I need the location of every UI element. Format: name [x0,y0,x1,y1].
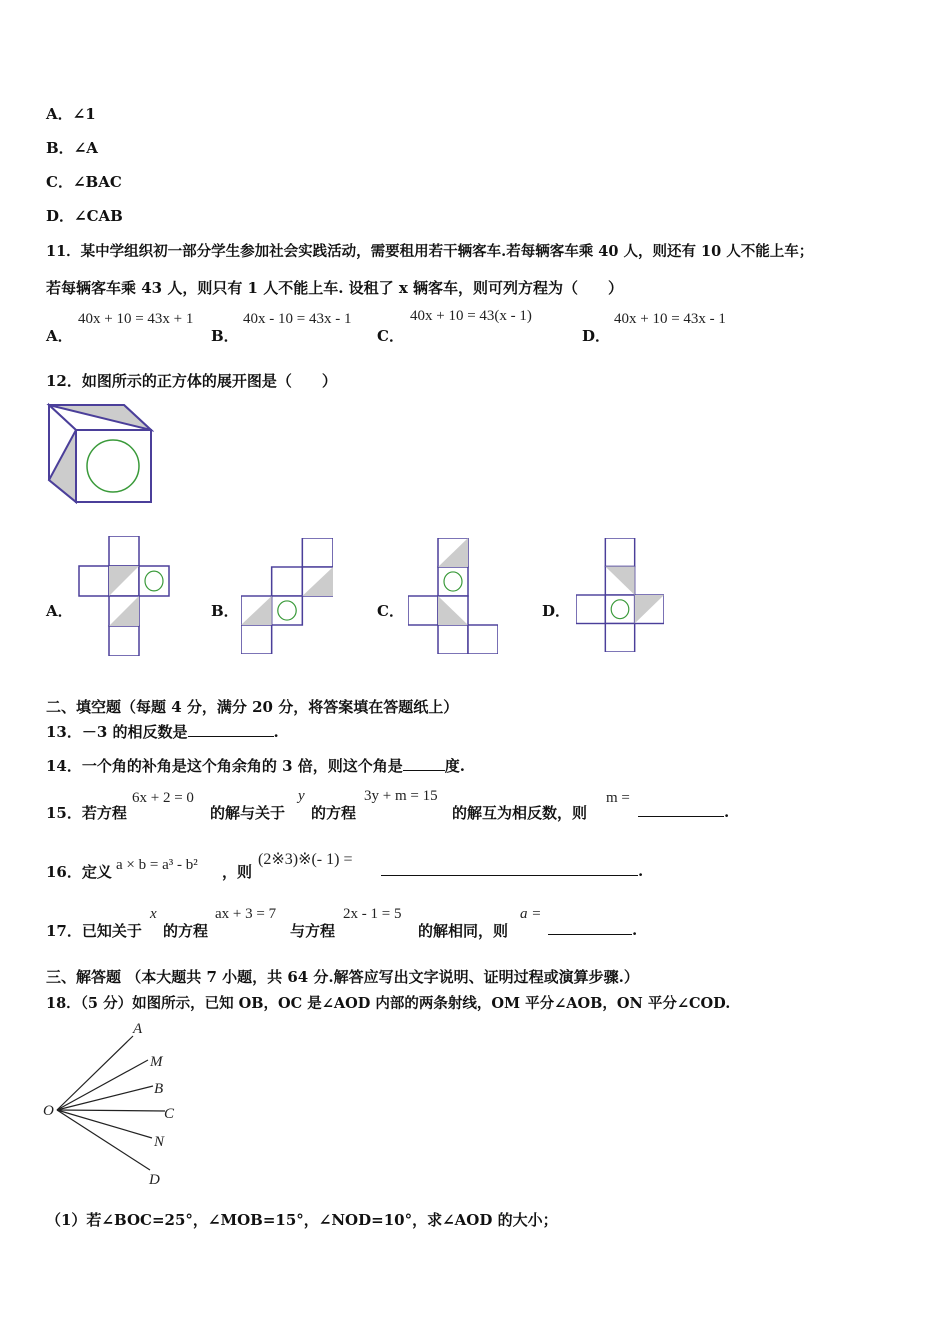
q11-c-formula: 40x + 10 = 43(x - 1) [410,308,532,324]
q11-line2: 若每辆客车乘 43 人，则只有 1 人不能上车. 设租了 x 辆客车，则可列方程为（ ） [46,279,624,297]
q17-text-4: 的解相同，则 [418,922,509,940]
q12-option-a: A． [46,602,73,620]
q11-b-formula: 40x - 10 = 43x - 1 [243,311,352,327]
q17-text-2: 的方程 [163,922,209,940]
label-c: C [164,1106,175,1122]
q15-blank: . [638,802,729,821]
q15-formula-1: 6x + 2 = 0 [132,790,194,806]
q17-formula-1: x [150,906,157,922]
q16-formula-2: (2※3)※(- 1) = [258,851,353,868]
net-d [576,538,664,652]
net-a [78,536,170,656]
q16-blank: . [381,861,643,880]
q10-option-a: A．∠1 [46,105,96,123]
q12-option-b: B． [211,602,239,620]
q11-line1: 11．某中学组织初一部分学生参加社会实践活动，需要租用若干辆客车.若每辆客车乘 40 人，则还有 10 人不能上车； [46,243,814,260]
q10-option-d: D．∠CAB [46,207,123,225]
q11-d-label: D． [582,327,611,345]
q15-formula-3: 3y + m = 15 [364,788,438,804]
q17-formula-4: a = [520,906,542,922]
q16-text-1: 16．定义 [46,863,112,881]
q15-formula-2: y [298,788,305,804]
q14-answer-blank[interactable] [403,756,445,771]
q15-text-2: 的解与关于 [210,804,286,822]
label-n: N [154,1134,165,1150]
q16-formula-1: a × b = a³ - b² [116,857,198,873]
q15-text-1: 15．若方程 [46,804,127,822]
label-m: M [150,1054,163,1070]
q15-text-4: 的解互为相反数，则 [452,804,588,822]
q11-c-label: C． [377,327,404,345]
q10-option-b: B．∠A [46,139,98,157]
q11-b-label: B． [211,327,239,345]
q17-answer-blank[interactable] [548,920,632,935]
q16-answer-blank[interactable] [381,861,638,876]
q18-sub1: （1）若∠BOC=25°，∠MOB=15°，∠NOD=10°，求∠AOD 的大小； [46,1211,558,1229]
q13: 13．－3 的相反数是 . [46,723,279,741]
q12-option-c: C． [377,602,404,620]
q18-text: 18．（5 分）如图所示，已知 OB，OC 是∠AOD 内部的两条射线，OM 平分∠AOB，ON 平分∠COD. [46,995,731,1012]
q17-formula-2: ax + 3 = 7 [215,906,277,922]
q15-answer-blank[interactable] [638,802,724,817]
label-d: D [149,1172,160,1188]
q12-text: 12．如图所示的正方体的展开图是（ ） [46,372,337,390]
net-b [241,538,333,654]
q17-text-1: 17．已知关于 [46,922,142,940]
q17-blank: . [548,920,637,939]
q13-answer-blank[interactable] [188,722,274,737]
cube-figure [44,400,154,506]
q12-option-d: D． [542,602,571,620]
q16-text-2: ，则 [222,863,253,881]
section-3-heading: 三、解答题 （本大题共 7 小题，共 64 分.解答应写出文字说明、证明过程或演算步骤.） [46,968,639,986]
q17-text-3: 与方程 [290,922,336,940]
q15-text-3: 的方程 [311,804,357,822]
net-c [408,538,498,654]
q11-a-label: A． [46,327,73,345]
label-b: B [154,1081,164,1097]
q15-formula-4: m = [606,790,630,806]
label-o: O [43,1103,54,1119]
q11-a-formula: 40x + 10 = 43x + 1 [78,311,194,327]
q14: 14．一个角的补角是这个角余角的 3 倍，则这个角是 度. [46,757,465,775]
rays-diagram [40,1020,200,1195]
q17-formula-3: 2x - 1 = 5 [343,906,402,922]
q10-option-c: C．∠BAC [46,173,122,191]
q11-d-formula: 40x + 10 = 43x - 1 [614,311,726,327]
section-2-heading: 二、填空题（每题 4 分，满分 20 分，将答案填在答题纸上） [46,698,459,716]
label-a: A [133,1021,143,1037]
